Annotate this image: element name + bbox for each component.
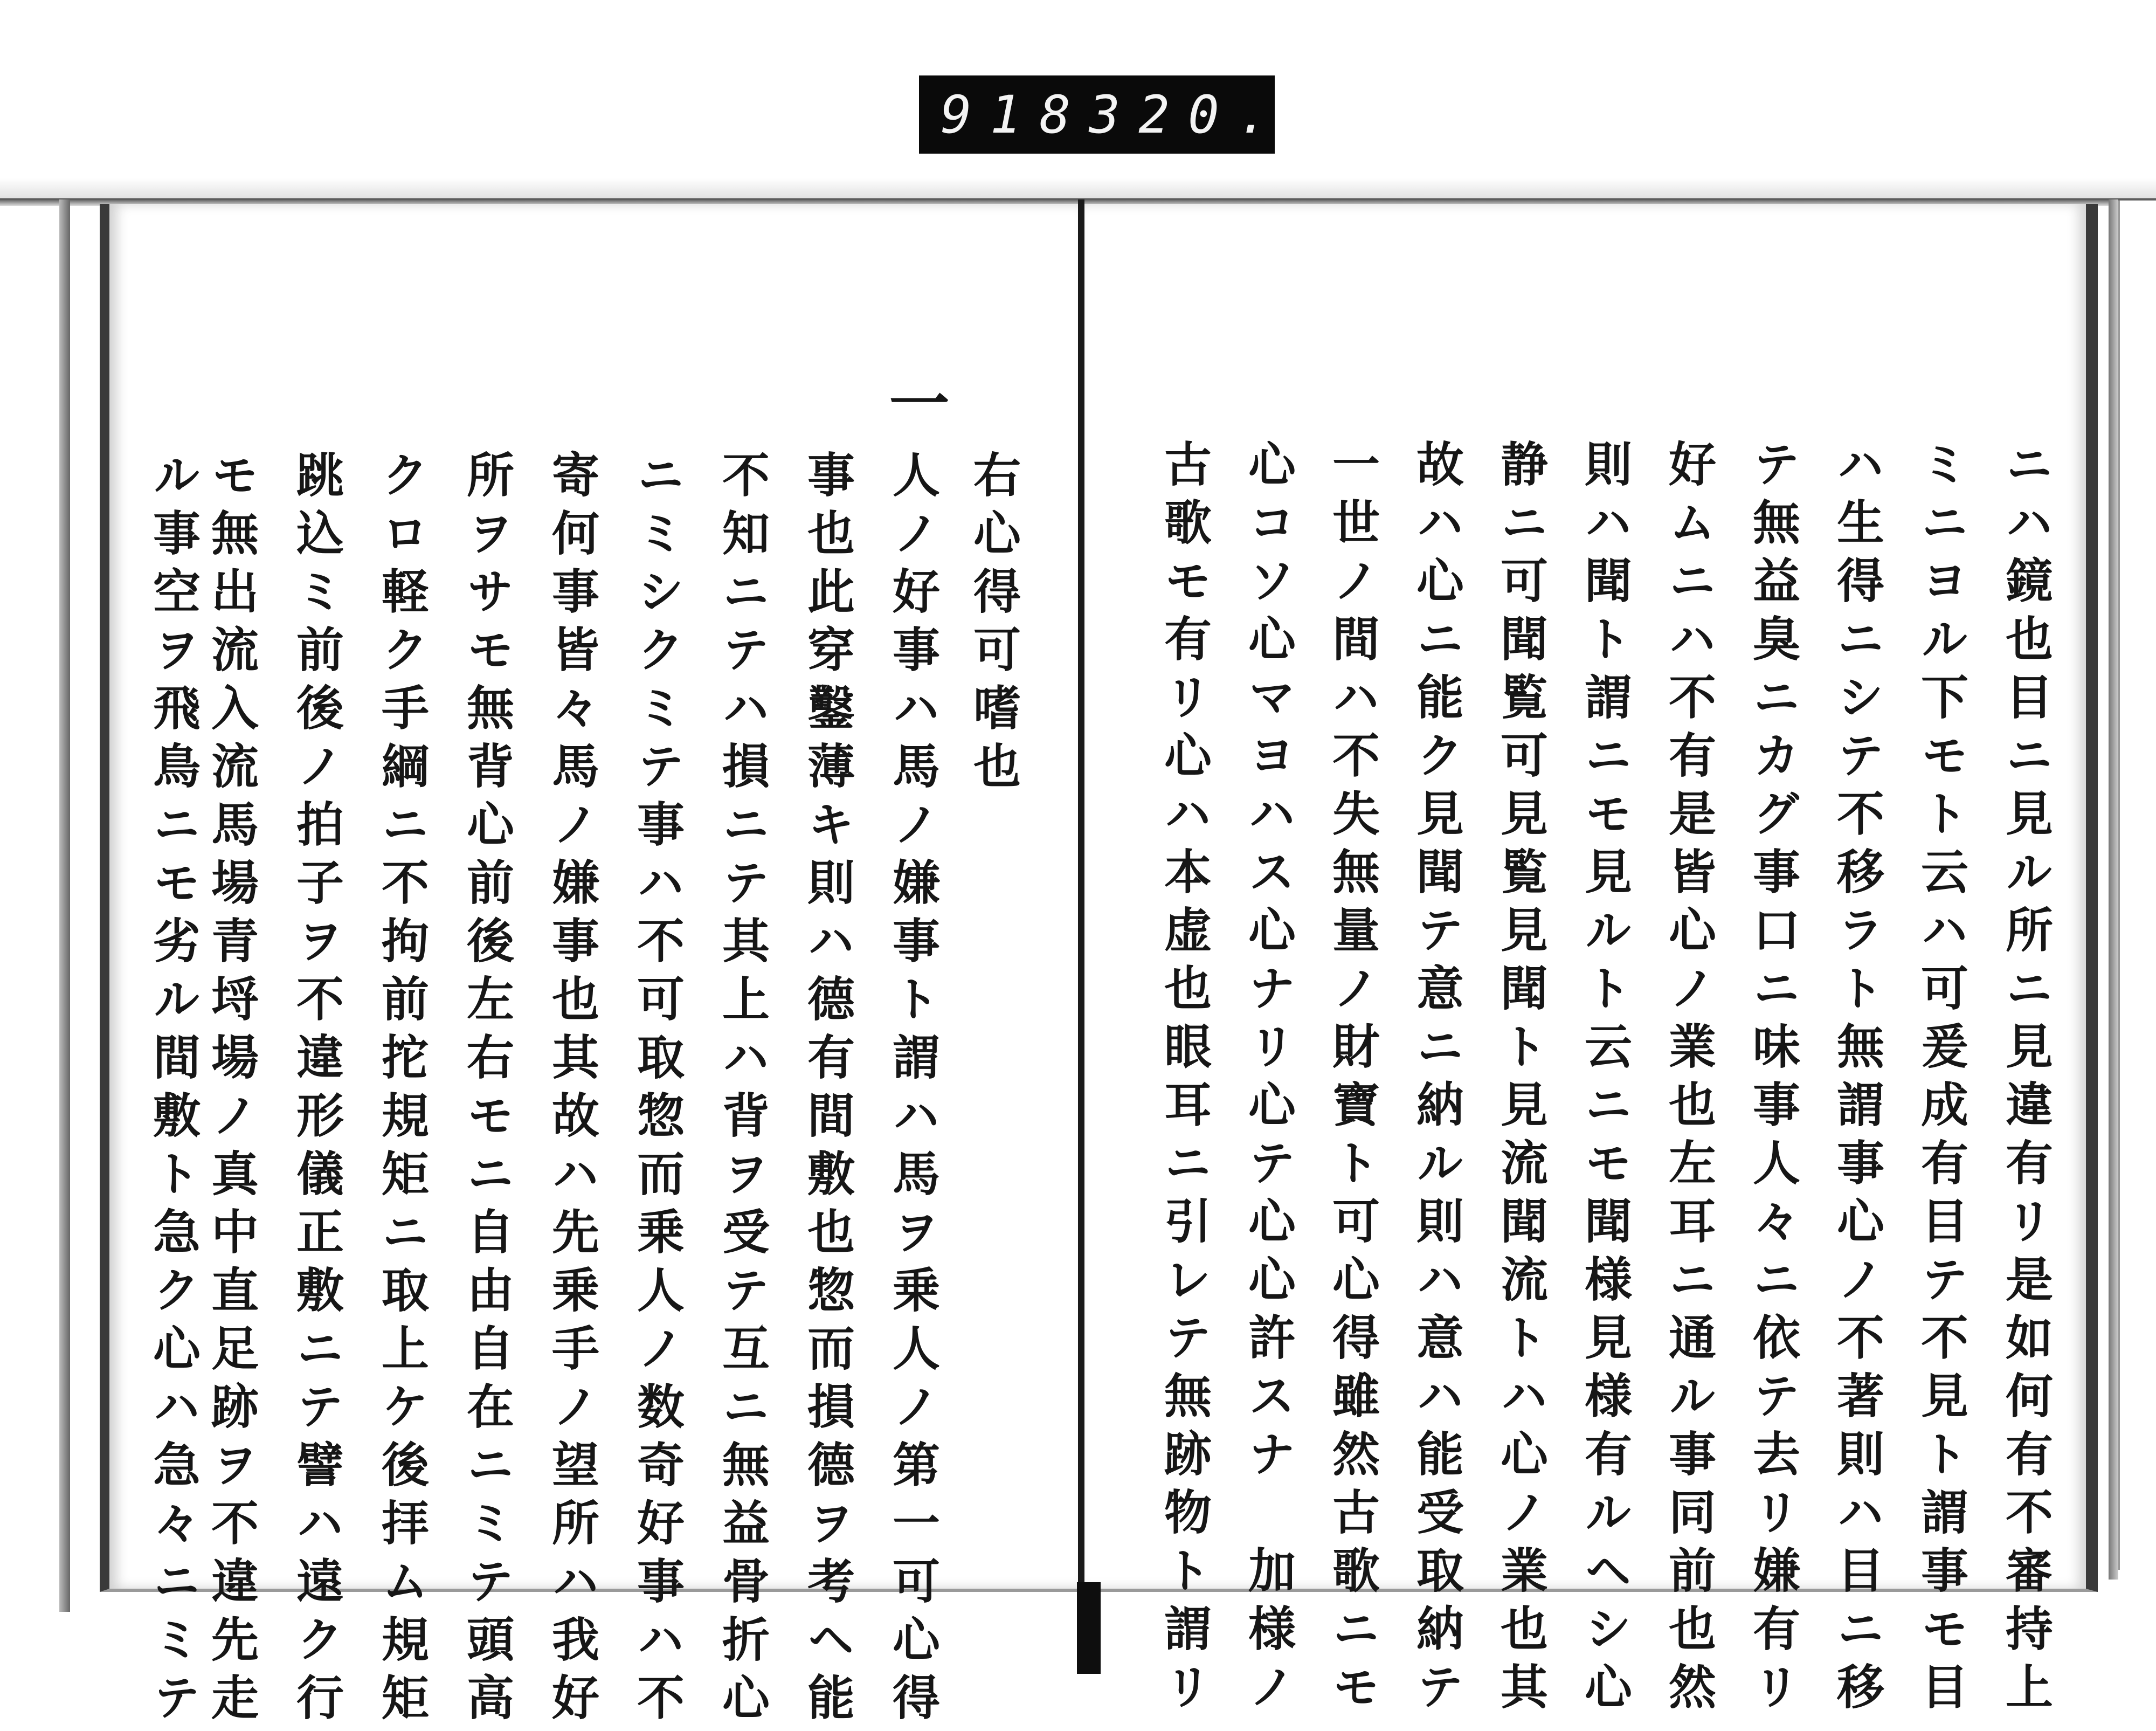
right-page-column-6: 則ハ聞ト謂ニモ見ルト云ニモ聞様見様有ルヘシ心 bbox=[1577, 439, 1633, 1720]
next-page-strip bbox=[2118, 201, 2156, 1570]
right-page-column-10: 心コソ心マヨハス心ナリ心テ心心許スナ 加様ノ bbox=[1241, 439, 1297, 1720]
right-page-column-4: テ無益臭ニカグ事口ニ味事人々ニ依テ去リ嫌有リ bbox=[1745, 439, 1801, 1720]
left-page-column-2: 事也此穿鑿薄キ則ハ德有間敷也惣而損德ヲ考ヘ能 bbox=[800, 450, 856, 1731]
book-right-edge bbox=[2109, 199, 2118, 1580]
left-page-column-6: 所ヲサモ無背心前後左右モニ自由自在ニミテ頭高 bbox=[459, 450, 515, 1731]
left-page-column-3: 不知ニテハ損ニテ其上ハ背ヲ受テ互ニ無益骨折心 bbox=[715, 450, 771, 1731]
book-left-edge bbox=[59, 199, 70, 1612]
right-page-column-1: ニハ鏡也目ニ見ル所ニ見違有リ是如何有不審持上 bbox=[1998, 439, 2054, 1720]
left-page-column-8: 跳込ミ前後ノ拍子ヲ不違形儀正敷ニテ譬ハ遠ク行 bbox=[289, 450, 345, 1731]
right-page-column-11: 古歌モ有リ心ハ本虚也眼耳ニ引レテ無跡物ト謂リ bbox=[1157, 439, 1213, 1720]
left-page-column-10: ル事空ヲ飛鳥ニモ劣ル間敷ト急ク心ハ急々ニミテ bbox=[146, 450, 202, 1731]
right-page-column-8: 故ハ心ニ能ク見聞テ意ニ納ル則ハ意ハ能受取納テ bbox=[1409, 439, 1465, 1720]
archive-label-left-number: 918 bbox=[941, 84, 1089, 145]
left-page-column-7: クロ軽ク手綱ニ不拘前拕規矩ニ取上ケ後拝ム規矩 bbox=[374, 450, 430, 1731]
book-gutter bbox=[1078, 199, 1084, 1623]
right-page-column-9: 一世ノ間ハ不失無量ノ財寶ト可心得雖然古歌ニモ bbox=[1325, 439, 1381, 1720]
right-page-column-7: 静ニ可聞覧可見覧見聞ト見流聞流トハ心ノ業也其 bbox=[1493, 439, 1549, 1720]
left-page-column-5: 寄何事皆々馬ノ嫌事也其故ハ先乗手ノ望所ハ我好 bbox=[544, 450, 600, 1731]
left-page-column-1: 人ノ好事ハ馬ノ嫌事ト謂ハ馬ヲ乗人ノ第一可心得 bbox=[885, 450, 941, 1731]
archive-label-right-number: 320. bbox=[1089, 84, 1287, 145]
right-page-column-5: 好ムニハ不有是皆心ノ業也左耳ニ通ル事同前也然 bbox=[1661, 439, 1717, 1720]
archive-label bbox=[919, 75, 1287, 154]
left-page-column-9: モ無出流入流馬場青埒場ノ真中直足跡ヲ不違先走 bbox=[204, 450, 260, 1731]
right-page-column-3: ハ生得ニシテ不移ラト無謂事心ノ不著則ハ目ニ移 bbox=[1829, 439, 1885, 1720]
gutter-clip bbox=[1077, 1582, 1101, 1674]
page-top-shadow bbox=[0, 178, 2156, 199]
left-page-column-4: ニミシクミテ事ハ不可取惣而乗人ノ数奇好事ハ不 bbox=[630, 450, 686, 1731]
left-page-title: 右心得可嗜也 bbox=[966, 450, 1022, 799]
right-page-column-2: ミニヨル下モト云ハ可爰成有目テ不見ト謂事モ目 bbox=[1913, 439, 1970, 1720]
left-page-heading: 一 bbox=[879, 372, 950, 443]
